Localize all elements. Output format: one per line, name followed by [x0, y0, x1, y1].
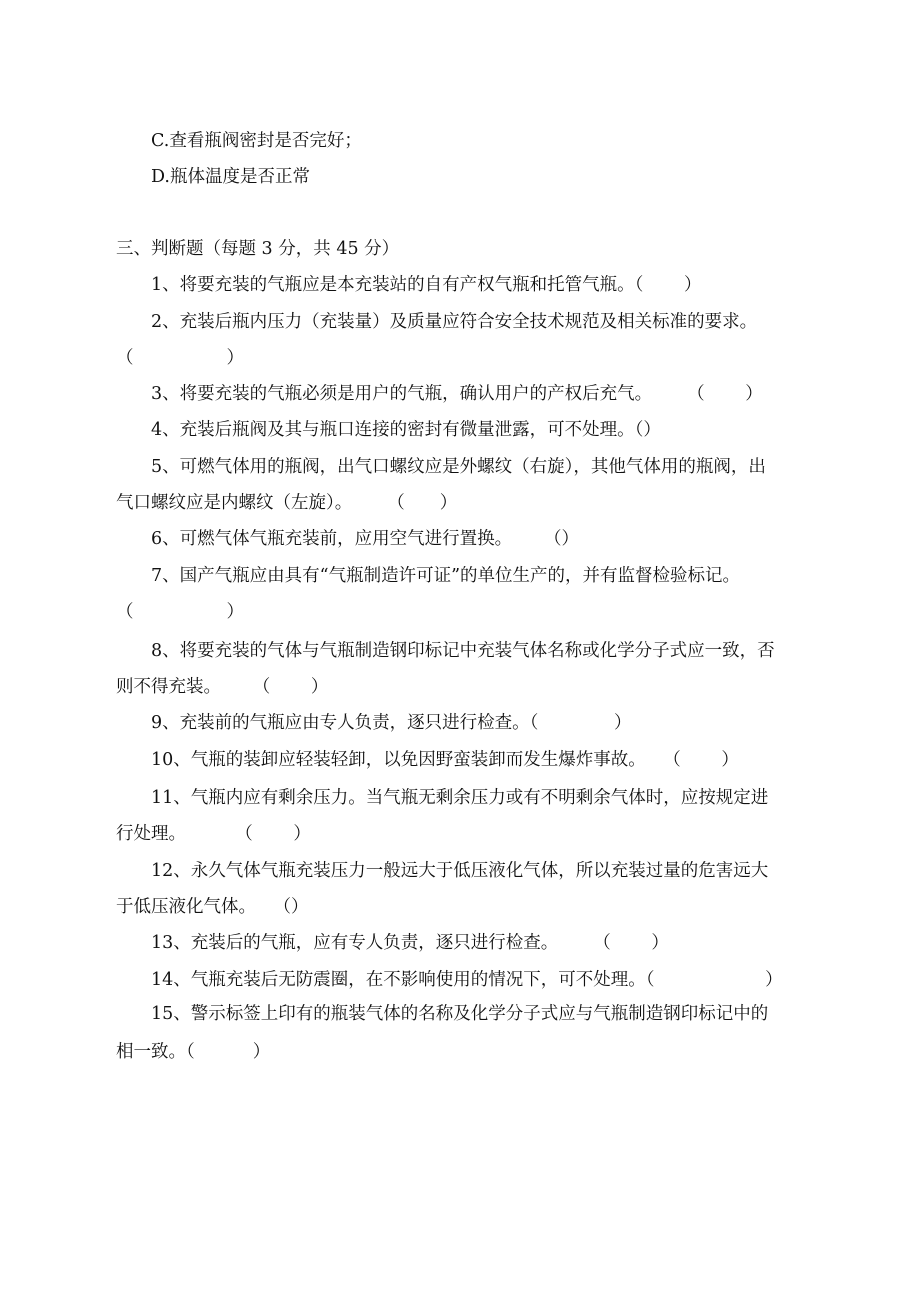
question-14: 14、气瓶充装后无防震圈，在不影响使用的情况下，可不处理。（ ） — [151, 970, 783, 990]
option-c: C.查看瓶阀密封是否完好； — [151, 131, 362, 151]
question-1: 1、将要充装的气瓶应是本充装站的自有产权气瓶和托管气瓶。（ ） — [151, 275, 702, 295]
question-9: 9、充装前的气瓶应由专人负责，逐只进行检查。（ ） — [151, 713, 632, 733]
question-2-continuation: （ ） — [116, 348, 245, 368]
question-5: 5、可燃气体用的瓶阀，出气口螺纹应是外螺纹（右旋），其他气体用的瓶阀，出 — [151, 457, 766, 477]
question-5-continuation: 气口螺纹应是内螺纹（左旋）。 （ ） — [116, 493, 458, 513]
section-heading: 三、判断题（每题 3 分，共 45 分） — [116, 239, 400, 259]
question-12-continuation: 于低压液化气体。 （） — [116, 897, 309, 917]
question-15: 15、警示标签上印有的瓶装气体的名称及化学分子式应与气瓶制造钢印标记中的 — [151, 1004, 769, 1024]
question-8: 8、将要充装的气体与气瓶制造钢印标记中充装气体名称或化学分子式应一致，否 — [151, 641, 775, 661]
question-7-continuation: （ ） — [116, 602, 245, 622]
question-4: 4、充装后瓶阀及其与瓶口连接的密封有微量泄露，可不处理。（） — [151, 420, 661, 440]
question-3: 3、将要充装的气瓶必须是用户的气瓶，确认用户的产权后充气。 （ ） — [151, 384, 763, 404]
question-8-continuation: 则不得充装。 （ ） — [116, 677, 329, 697]
question-15-continuation: 相一致。（ ） — [116, 1042, 271, 1062]
question-7: 7、国产气瓶应由具有“气瓶制造许可证”的单位生产的，并有监督检验标记。 — [151, 566, 741, 586]
question-13: 13、充装后的气瓶，应有专人负责，逐只进行检查。 （ ） — [151, 933, 669, 953]
question-11-continuation: 行处理。 （ ） — [116, 824, 311, 844]
question-6: 6、可燃气体气瓶充装前，应用空气进行置换。 （） — [151, 529, 579, 549]
option-d: D.瓶体温度是否正常 — [151, 167, 310, 187]
question-11: 11、气瓶内应有剩余压力。当气瓶无剩余压力或有不明剩余气体时，应按规定进 — [151, 788, 769, 808]
question-10: 10、气瓶的装卸应轻装轻卸，以免因野蛮装卸而发生爆炸事故。 （ ） — [151, 750, 739, 770]
question-2: 2、充装后瓶内压力（充装量）及质量应符合安全技术规范及相关标准的要求。 — [151, 312, 758, 332]
question-12: 12、永久气体气瓶充装压力一般远大于低压液化气体，所以充装过量的危害远大 — [151, 861, 769, 881]
